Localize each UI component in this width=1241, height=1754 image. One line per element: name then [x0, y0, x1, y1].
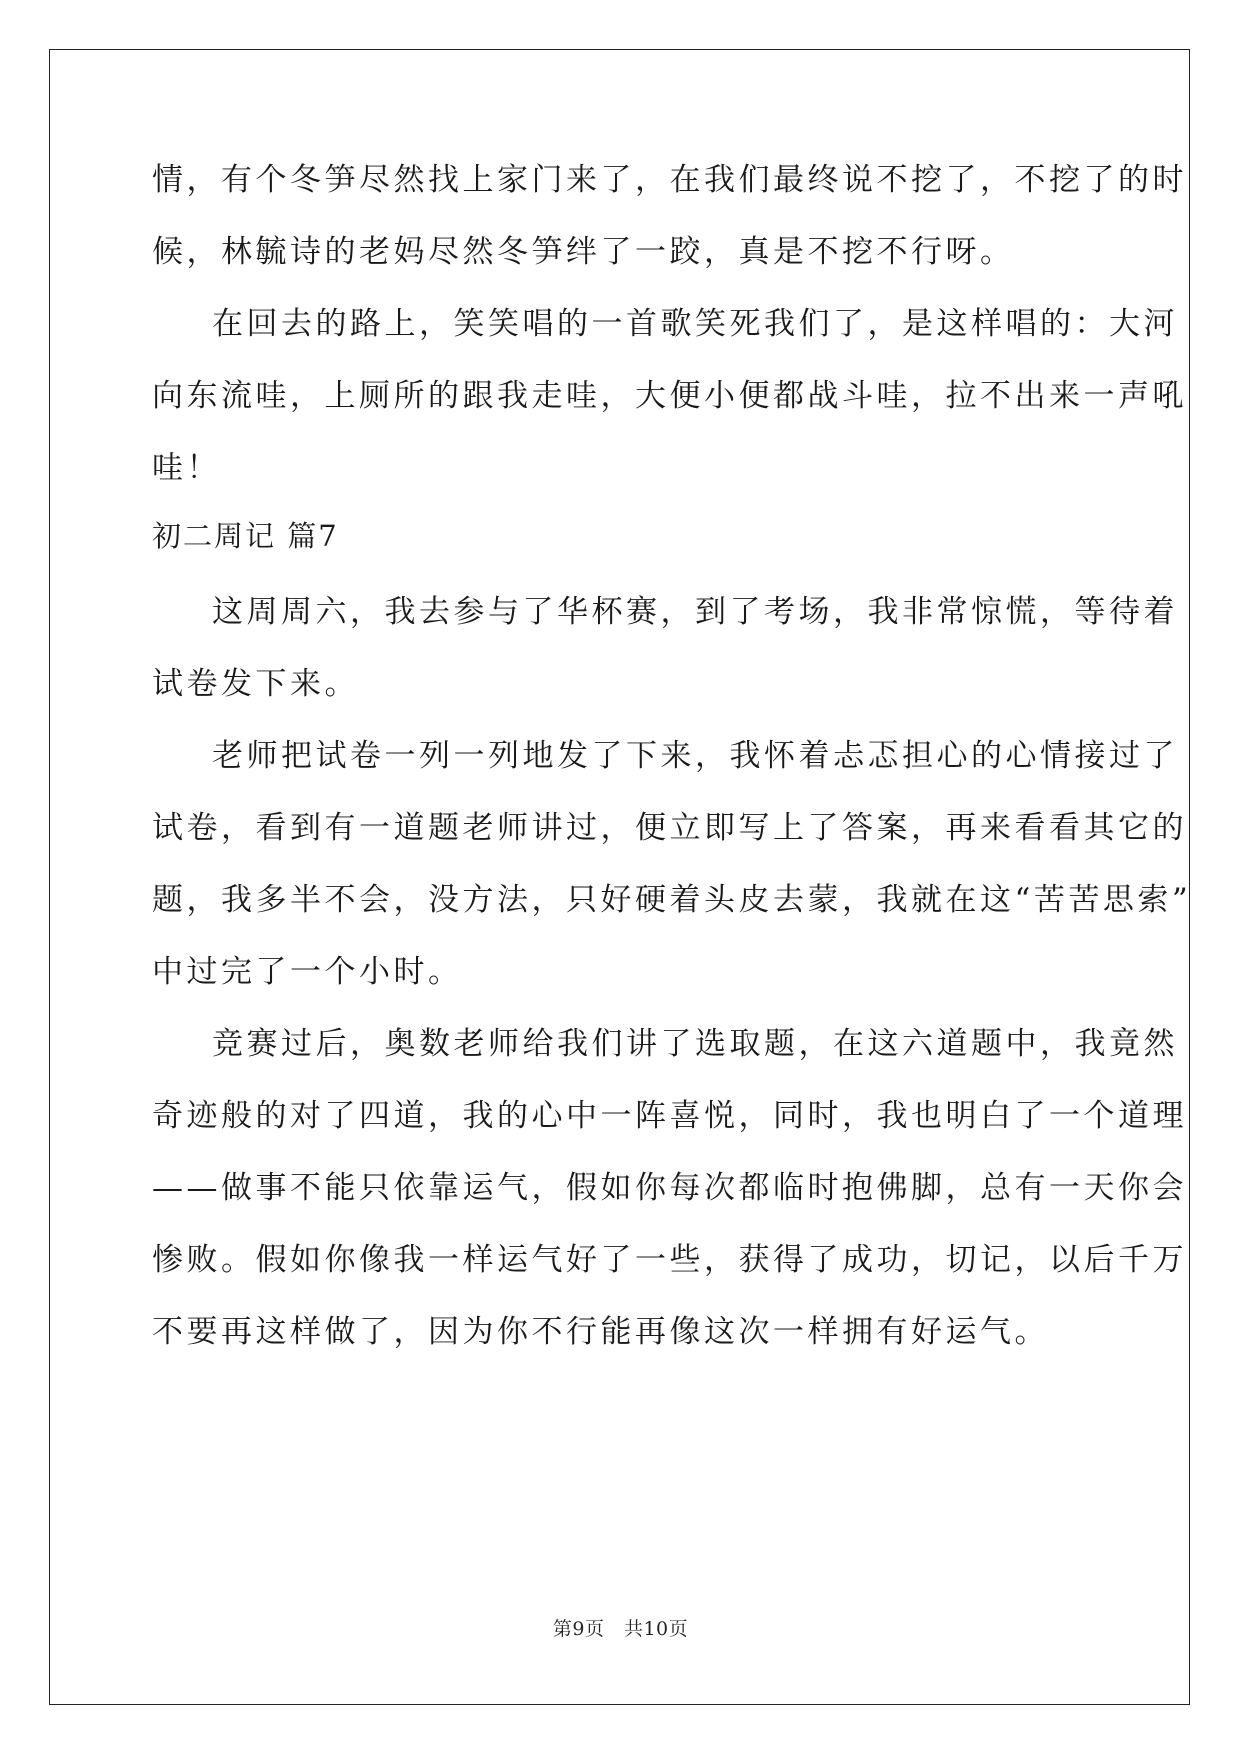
section-heading: 初二周记 篇7: [152, 519, 339, 553]
text-line: ——做事不能只依靠运气，假如你每次都临时抱佛脚，总有一天你会: [152, 1170, 1187, 1206]
page-border: [49, 49, 1190, 1705]
text-line: 情，有个冬笋尽然找上家门来了，在我们最终说不挖了，不挖了的时: [152, 162, 1187, 198]
text-line: 试卷发下来。: [152, 666, 359, 702]
text-line: 哇！: [152, 450, 221, 486]
text-line: 向东流哇，上厕所的跟我走哇，大便小便都战斗哇，拉不出来一声吼: [152, 378, 1187, 414]
text-line: 题，我多半不会，没方法，只好硬着头皮去蒙，我就在这“苦苦思索”: [152, 882, 1192, 918]
text-line: 惨败。假如你像我一样运气好了一些，获得了成功，切记，以后千万: [152, 1242, 1187, 1278]
text-line: 试卷，看到有一道题老师讲过，便立即写上了答案，再来看看其它的: [152, 810, 1187, 846]
text-line: 中过完了一个小时。: [152, 954, 463, 990]
text-line: 奇迹般的对了四道，我的心中一阵喜悦，同时，我也明白了一个道理: [152, 1098, 1187, 1134]
paragraph-first-line: 竞赛过后，奥数老师给我们讲了选取题，在这六道题中，我竟然: [212, 1026, 1178, 1062]
paragraph-first-line: 这周周六，我去参与了华杯赛，到了考场，我非常惊慌，等待着: [212, 594, 1178, 630]
text-line: 不要再这样做了，因为你不行能再像这次一样拥有好运气。: [152, 1314, 1049, 1350]
text-line: 候，林毓诗的老妈尽然冬笋绊了一跤，真是不挖不行呀。: [152, 234, 1015, 270]
paragraph-first-line: 老师把试卷一列一列地发了下来，我怀着忐忑担心的心情接过了: [212, 738, 1178, 774]
paragraph-first-line: 在回去的路上，笑笑唱的一首歌笑死我们了，是这样唱的：大河: [212, 306, 1178, 342]
page-number-footer: 第9页 共10页: [552, 1618, 689, 1640]
